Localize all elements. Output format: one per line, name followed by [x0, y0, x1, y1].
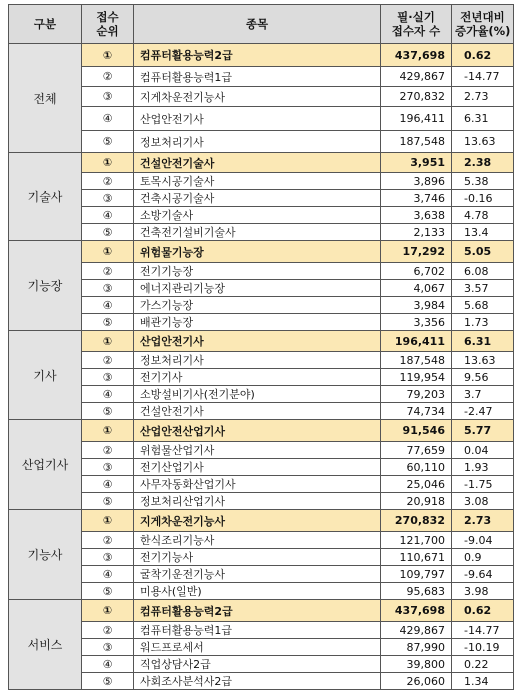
rate-cell: 0.62: [452, 600, 514, 622]
rank-cell: ④: [82, 566, 134, 583]
item-cell: 컴퓨터활용능력2급: [134, 44, 381, 67]
rank-cell: ④: [82, 656, 134, 673]
item-cell: 컴퓨터활용능력1급: [134, 622, 381, 639]
group-label: 기술사: [9, 153, 82, 241]
count-cell: 60,110: [381, 459, 452, 476]
rank-cell: ①: [82, 44, 134, 67]
count-cell: 25,046: [381, 476, 452, 493]
rank-cell: ④: [82, 107, 134, 131]
item-cell: 워드프로세서: [134, 639, 381, 656]
count-cell: 91,546: [381, 420, 452, 442]
rate-cell: 5.77: [452, 420, 514, 442]
table-row: [9, 241, 514, 263]
count-cell: 4,067: [381, 280, 452, 297]
count-cell: 77,659: [381, 442, 452, 459]
header-rank-line1: 접수: [96, 10, 119, 24]
count-cell: 437,698: [381, 600, 452, 622]
rank-cell: ③: [82, 87, 134, 107]
count-cell: 3,984: [381, 297, 452, 314]
count-cell: 187,548: [381, 352, 452, 369]
item-cell: 컴퓨터활용능력1급: [134, 67, 381, 87]
count-cell: 121,700: [381, 532, 452, 549]
rate-cell: -14.77: [452, 622, 514, 639]
rate-cell: 0.62: [452, 44, 514, 67]
rate-cell: 1.93: [452, 459, 514, 476]
header-rate: [452, 5, 514, 44]
rate-cell: 13.4: [452, 224, 514, 241]
header-row: [9, 5, 514, 44]
table-row: [9, 369, 514, 386]
count-cell: 119,954: [381, 369, 452, 386]
count-cell: 17,292: [381, 241, 452, 263]
table-row: [9, 44, 514, 67]
group-label: 기능장: [9, 241, 82, 331]
rate-cell: -1.75: [452, 476, 514, 493]
count-cell: 187,548: [381, 131, 452, 153]
item-cell: 소방기술사: [134, 207, 381, 224]
item-cell: 건설안전기사: [134, 403, 381, 420]
rank-cell: ①: [82, 153, 134, 173]
rank-cell: ③: [82, 369, 134, 386]
table-row: [9, 549, 514, 566]
rate-cell: 4.78: [452, 207, 514, 224]
rank-cell: ②: [82, 173, 134, 190]
rank-cell: ③: [82, 280, 134, 297]
group-label: 산업기사: [9, 420, 82, 510]
rate-cell: 3.08: [452, 493, 514, 510]
rate-cell: -2.47: [452, 403, 514, 420]
rate-cell: 1.34: [452, 673, 514, 690]
item-cell: 사회조사분석사2급: [134, 673, 381, 690]
header-count: [381, 5, 452, 44]
group-label: 서비스: [9, 600, 82, 690]
rate-cell: 3.98: [452, 583, 514, 600]
rate-cell: -14.77: [452, 67, 514, 87]
item-cell: 미용사(일반): [134, 583, 381, 600]
item-cell: 지게차운전기능사: [134, 87, 381, 107]
rate-cell: 13.63: [452, 352, 514, 369]
table-row: [9, 622, 514, 639]
rate-cell: -9.04: [452, 532, 514, 549]
count-cell: 196,411: [381, 331, 452, 352]
table-row: [9, 190, 514, 207]
rank-cell: ③: [82, 549, 134, 566]
rank-cell: ②: [82, 352, 134, 369]
table-row: [9, 600, 514, 622]
table-row: [9, 403, 514, 420]
rate-cell: 5.68: [452, 297, 514, 314]
count-cell: 74,734: [381, 403, 452, 420]
table-row: [9, 207, 514, 224]
rate-cell: 6.08: [452, 263, 514, 280]
item-cell: 지게차운전기능사: [134, 510, 381, 532]
rate-cell: 5.38: [452, 173, 514, 190]
count-cell: 3,356: [381, 314, 452, 331]
count-cell: 26,060: [381, 673, 452, 690]
rate-cell: 1.73: [452, 314, 514, 331]
rate-cell: 9.56: [452, 369, 514, 386]
count-cell: 3,638: [381, 207, 452, 224]
table-row: [9, 673, 514, 690]
rank-cell: ①: [82, 510, 134, 532]
count-cell: 2,133: [381, 224, 452, 241]
table-row: [9, 263, 514, 280]
certification-applicants-table: [8, 4, 514, 690]
rank-cell: ⑤: [82, 314, 134, 331]
rank-cell: ②: [82, 622, 134, 639]
count-cell: 87,990: [381, 639, 452, 656]
table-row: [9, 331, 514, 352]
table-row: [9, 476, 514, 493]
rate-cell: 0.22: [452, 656, 514, 673]
item-cell: 산업안전산업기사: [134, 420, 381, 442]
rate-cell: 0.9: [452, 549, 514, 566]
rate-cell: 5.05: [452, 241, 514, 263]
item-cell: 직업상담사2급: [134, 656, 381, 673]
header-rank-line2: 순위: [96, 24, 119, 38]
rate-cell: 2.73: [452, 510, 514, 532]
group-label: 기사: [9, 331, 82, 420]
rank-cell: ⑤: [82, 583, 134, 600]
rank-cell: ⑤: [82, 673, 134, 690]
header-rate-line1: 전년대비: [460, 10, 505, 24]
rank-cell: ③: [82, 459, 134, 476]
header-count-line1: 필·실기: [397, 10, 435, 24]
table-row: [9, 280, 514, 297]
rank-cell: ②: [82, 442, 134, 459]
rate-cell: 2.38: [452, 153, 514, 173]
item-cell: 가스기능장: [134, 297, 381, 314]
rank-cell: ①: [82, 600, 134, 622]
header-count-line2: 접수자 수: [391, 24, 441, 38]
item-cell: 사무자동화산업기사: [134, 476, 381, 493]
item-cell: 전기기능사: [134, 549, 381, 566]
rate-cell: 13.63: [452, 131, 514, 153]
item-cell: 에너지관리기능장: [134, 280, 381, 297]
rate-cell: 0.04: [452, 442, 514, 459]
header-category: 구분: [9, 5, 82, 44]
rate-cell: 6.31: [452, 331, 514, 352]
item-cell: 정보처리산업기사: [134, 493, 381, 510]
count-cell: 429,867: [381, 622, 452, 639]
header-rate-line2: 증가율(%): [455, 24, 511, 38]
table-row: [9, 493, 514, 510]
item-cell: 굴착기운전기능사: [134, 566, 381, 583]
count-cell: 6,702: [381, 263, 452, 280]
table-row: [9, 639, 514, 656]
item-cell: 토목시공기술사: [134, 173, 381, 190]
rank-cell: ①: [82, 331, 134, 352]
item-cell: 건축전기설비기술사: [134, 224, 381, 241]
table-row: [9, 131, 514, 153]
item-cell: 정보처리기사: [134, 352, 381, 369]
count-cell: 79,203: [381, 386, 452, 403]
table-row: [9, 583, 514, 600]
item-cell: 산업안전기사: [134, 331, 381, 352]
count-cell: 109,797: [381, 566, 452, 583]
table-row: [9, 314, 514, 331]
count-cell: 95,683: [381, 583, 452, 600]
count-cell: 39,800: [381, 656, 452, 673]
rank-cell: ⑤: [82, 131, 134, 153]
rank-cell: ③: [82, 639, 134, 656]
count-cell: 3,896: [381, 173, 452, 190]
rank-cell: ⑤: [82, 493, 134, 510]
rank-cell: ①: [82, 420, 134, 442]
rank-cell: ④: [82, 386, 134, 403]
group-label: 전체: [9, 44, 82, 153]
count-cell: 437,698: [381, 44, 452, 67]
count-cell: 3,951: [381, 153, 452, 173]
table-row: [9, 352, 514, 369]
item-cell: 전기기능장: [134, 263, 381, 280]
item-cell: 정보처리기사: [134, 131, 381, 153]
item-cell: 컴퓨터활용능력2급: [134, 600, 381, 622]
table-row: [9, 459, 514, 476]
rate-cell: -9.64: [452, 566, 514, 583]
count-cell: 3,746: [381, 190, 452, 207]
rank-cell: ④: [82, 207, 134, 224]
rate-cell: 3.7: [452, 386, 514, 403]
table-row: [9, 153, 514, 173]
item-cell: 건설안전기술사: [134, 153, 381, 173]
table-row: [9, 386, 514, 403]
rate-cell: 6.31: [452, 107, 514, 131]
item-cell: 소방설비기사(전기분야): [134, 386, 381, 403]
count-cell: 110,671: [381, 549, 452, 566]
rate-cell: 3.57: [452, 280, 514, 297]
table-row: [9, 510, 514, 532]
table-row: [9, 297, 514, 314]
count-cell: 196,411: [381, 107, 452, 131]
item-cell: 배관기능장: [134, 314, 381, 331]
table-row: [9, 173, 514, 190]
rate-cell: 2.73: [452, 87, 514, 107]
table-row: [9, 420, 514, 442]
header-item: 종목: [134, 5, 381, 44]
table-row: [9, 224, 514, 241]
rate-cell: -10.19: [452, 639, 514, 656]
rank-cell: ④: [82, 297, 134, 314]
header-rank: [82, 5, 134, 44]
item-cell: 위험물산업기사: [134, 442, 381, 459]
rank-cell: ④: [82, 476, 134, 493]
count-cell: 429,867: [381, 67, 452, 87]
rank-cell: ②: [82, 67, 134, 87]
table-row: [9, 67, 514, 87]
count-cell: 20,918: [381, 493, 452, 510]
table-row: [9, 566, 514, 583]
rank-cell: ②: [82, 263, 134, 280]
rank-cell: ②: [82, 532, 134, 549]
rank-cell: ③: [82, 190, 134, 207]
rank-cell: ①: [82, 241, 134, 263]
group-label: 기능사: [9, 510, 82, 600]
table-row: [9, 442, 514, 459]
table-body: [9, 44, 514, 690]
item-cell: 한식조리기능사: [134, 532, 381, 549]
rate-cell: -0.16: [452, 190, 514, 207]
item-cell: 전기기사: [134, 369, 381, 386]
table-row: [9, 107, 514, 131]
count-cell: 270,832: [381, 510, 452, 532]
item-cell: 산업안전기사: [134, 107, 381, 131]
table-row: [9, 87, 514, 107]
item-cell: 전기산업기사: [134, 459, 381, 476]
rank-cell: ⑤: [82, 224, 134, 241]
rank-cell: ⑤: [82, 403, 134, 420]
item-cell: 건축시공기술사: [134, 190, 381, 207]
count-cell: 270,832: [381, 87, 452, 107]
item-cell: 위험물기능장: [134, 241, 381, 263]
table-row: [9, 656, 514, 673]
table-row: [9, 532, 514, 549]
